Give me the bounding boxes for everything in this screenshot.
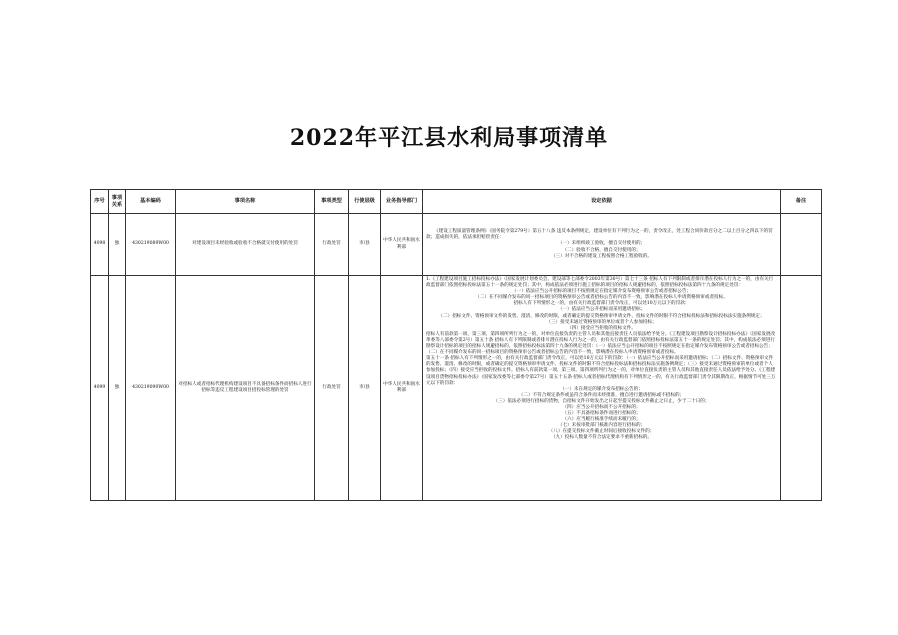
basis-line: （四）接受应当拒收的投标文件。 bbox=[567, 325, 636, 331]
header-code: 基本编码 bbox=[126, 190, 176, 214]
cell-seq: 4099 bbox=[91, 276, 109, 501]
header-name: 事项名称 bbox=[176, 190, 315, 214]
basis-line: （二）招标文件、资格预审文件的发售、澄清、修改的时限，或者确定的提交资格预审申请文件、投标文件的时限不符合招标投标法和招标投标法实施条例规定； bbox=[438, 313, 765, 319]
matters-table bbox=[90, 189, 822, 501]
basis-line: 《建设工程质量管理条例》（国务院令第279号）第五十八条 违反本条例规定，建设单位有下列行为之一的，责令改正，处工程合同价款百分之二以上百分之四以下的罚款；造成损失的，依法承担赔偿责任： bbox=[426, 229, 773, 241]
cell-basis bbox=[423, 214, 781, 276]
basis-line: （一）依法应当公开招标的项目不按照规定在指定媒介发布资格预审公告或者招标公告； bbox=[511, 289, 692, 295]
basis-line: （二）不符合规定条件或虽符合条件而未经批准，擅自进行邀请招标或不招标的； bbox=[518, 392, 685, 398]
cell-dept: 中华人民共和国水利部 bbox=[381, 214, 423, 276]
basis-line: （三）依法必须进行招标的货物，自招标文件开始发出之日起至提交投标文件截止之日止，少于二十日的； bbox=[493, 398, 710, 404]
header-relation: 事项关系 bbox=[109, 190, 126, 214]
cell-note bbox=[781, 276, 822, 501]
basis-line: （一）依法应当公开招标而采用邀请招标； bbox=[557, 307, 646, 313]
basis-line: （一）未组织竣工验收，擅自交付使用的； bbox=[557, 241, 646, 247]
cell-level: 市/县 bbox=[349, 276, 381, 501]
basis-line: （三）接受未通过资格预审的单位或者个人参加投标； bbox=[546, 319, 657, 325]
cell-type: 行政处罚 bbox=[315, 276, 349, 501]
cell-code: 430219090W00 bbox=[126, 276, 176, 501]
basis-line: 1.《工程建设项目施工招标投标办法》（国家发展计划委员会、建设部等七部委令2003年第30号）第七十三条 招标人有下列限制或者排斥潜在投标人行为之一的，由有关行政监督部门依照招标投标法第五十一条的规定处罚；其中，构成依法必须进行施工招标的项目的招标人规避招标的，依照招标投标法第四十九条的规定处罚： bbox=[426, 277, 774, 289]
basis-line: （八）在提交投标文件截止时间后接收投标文件的； bbox=[548, 429, 655, 435]
cell-code: 430219089W00 bbox=[126, 214, 176, 276]
basis-line: （三）对不合格的建设工程按照合格工程验收的。 bbox=[550, 253, 653, 259]
cell-basis bbox=[423, 276, 781, 501]
basis-line: 招标人有下列情形之一的，由有关行政监督部门责令改正，可以处10万元以下的罚款： bbox=[513, 301, 690, 307]
cell-level: 市/县 bbox=[349, 214, 381, 276]
basis-line: （七）未按审批部门核准内容进行招标的； bbox=[557, 423, 646, 429]
cell-type: 行政处罚 bbox=[315, 214, 349, 276]
header-seq: 序号 bbox=[91, 190, 109, 214]
basis-line: （二）验收不合格，擅自交付使用的； bbox=[562, 247, 641, 253]
basis-line: （六）应当履行核准手续而未履行的； bbox=[562, 417, 641, 423]
basis-line: 招标人有前款第一项、第三项、第四项所列行为之一的，对单位直接负责的主管人员和其他直接责任人员依法给予处分。《工程建设项目勘察设计招标投标办法》（国家发展改革委等八部委令第2号）第五十条 招标人有下列限制或者排斥潜在投标人行为之一的，由有关行政监督部门依照招标投标法第五十一条的规定处罚；其中，构成依法必须进行勘察设计招标的项目的招标人规避招标的，依照招标投标法第四十九条的规定处罚：（一）依法应当公开招标的项目不按照规定在指定媒介发布资格预审公告或者招标公告；（二）在不同媒介发布的同一招标项目的资格预审公告或者招标公告的内容不一致，影响潜在投标人申请资格预审或者投标。 bbox=[426, 331, 776, 356]
basis-line: （九）投标人数量不符合法定要求不重新招标的。 bbox=[550, 435, 653, 441]
cell-name: 对招标人或者招标代理机构建设项目不具备招标条件而招标人进行招标等违反工程建设项目招投标管理的处罚 bbox=[176, 276, 315, 501]
basis-line: （一）未在规定的媒介发布招标公告的； bbox=[560, 386, 643, 392]
cell-seq: 4098 bbox=[91, 214, 109, 276]
cell-note bbox=[781, 214, 822, 276]
header-dept: 业务指导部门 bbox=[381, 190, 423, 214]
cell-relation: 独 bbox=[109, 214, 126, 276]
table-row bbox=[91, 276, 822, 501]
table-row bbox=[91, 214, 822, 276]
header-basis: 设定依据 bbox=[423, 190, 781, 214]
header-note: 备注 bbox=[781, 190, 822, 214]
header-level: 行使层级 bbox=[349, 190, 381, 214]
basis-line: （四）应当公开招标而不公开招标的； bbox=[562, 404, 641, 410]
cell-dept: 中华人民共和国水利部 bbox=[381, 276, 423, 501]
page-title: 2022年平江县水利局事项清单 bbox=[289, 125, 609, 151]
basis-line: 第五十一条 招标人有下列情形之一的，由有关行政监督部门责令改正，可以处10万元以下的罚款：（一）依法应当公开招标而采用邀请招标；（二）招标文件、资格预审文件的发售、澄清、修改的时限，或者确定的提交资格预审申请文件、投标文件的时限不符合招标投标法和招标投标法实施条例规定；（三）接受未通过资格预审的单位或者个人参加投标；（四）接受应当拒收的投标文件。招标人有前款第一项、第三项、第四项所列行为之一的，对单位直接负责的主管人员和其他直接责任人员依法给予处分。《工程建设项目货物招标投标办法》（国家发改委等七部委令第27号）第五十五条 招标人或者招标代理机构有下列情形之一的，有关行政监督部门责令其限期改正，根据情节可处三万元以下的罚款： bbox=[426, 356, 776, 386]
cell-name: 对建设项目未经验收或验收不合格就交付使用的处罚 bbox=[176, 214, 315, 276]
header-type: 事项类型 bbox=[315, 190, 349, 214]
basis-line: （二）在不同媒介发布的同一招标项目的资格预审公告或者招标公告的内容不一致，影响潜在投标人申请资格预审或者投标。 bbox=[475, 295, 728, 301]
basis-line: （五）不具备招标条件而进行招标的； bbox=[562, 411, 641, 417]
cell-relation: 独 bbox=[109, 276, 126, 501]
table-header-row bbox=[91, 190, 822, 214]
